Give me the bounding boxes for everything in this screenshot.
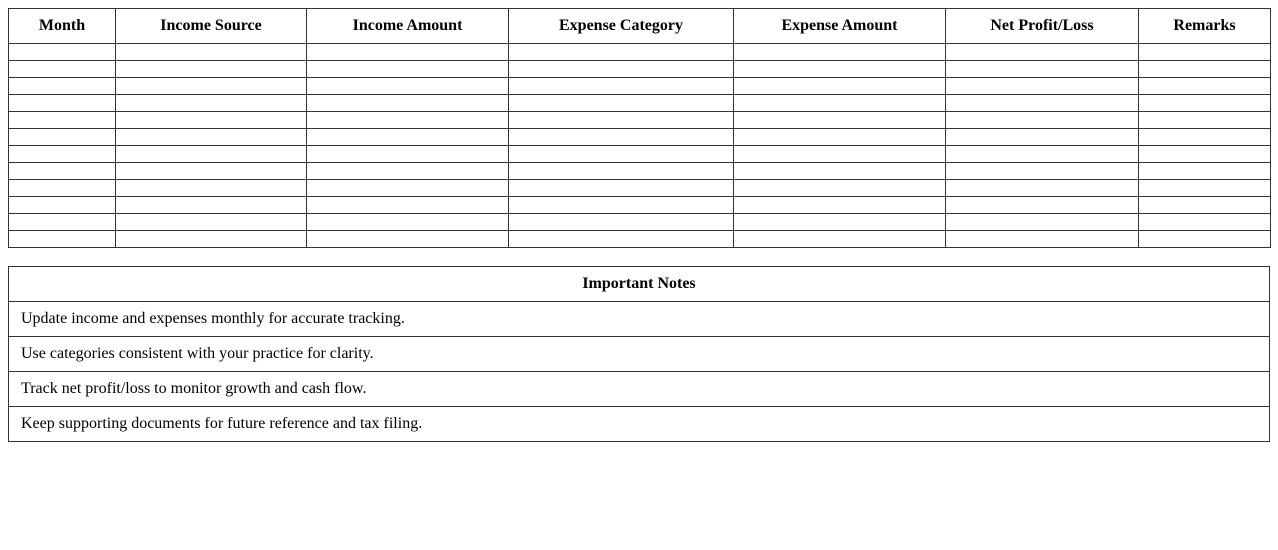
table-row <box>9 146 1271 163</box>
cell-income-amount[interactable] <box>307 78 509 95</box>
cell-income-source[interactable] <box>116 129 307 146</box>
cell-month[interactable] <box>9 78 116 95</box>
cell-remarks[interactable] <box>1139 231 1271 248</box>
cell-remarks[interactable] <box>1139 197 1271 214</box>
table-row <box>9 44 1271 61</box>
column-header-income-amount: Income Amount <box>307 9 509 44</box>
cell-expense-amount[interactable] <box>734 44 946 61</box>
cell-month[interactable] <box>9 129 116 146</box>
note-row <box>9 337 1270 372</box>
cell-net-profit-loss[interactable] <box>946 163 1139 180</box>
cell-expense-category[interactable] <box>509 231 734 248</box>
cell-expense-amount[interactable] <box>734 95 946 112</box>
cell-remarks[interactable] <box>1139 95 1271 112</box>
cell-remarks[interactable] <box>1139 44 1271 61</box>
table-row <box>9 214 1271 231</box>
cell-expense-category[interactable] <box>509 129 734 146</box>
column-header-expense-category: Expense Category <box>509 9 734 44</box>
cell-income-amount[interactable] <box>307 44 509 61</box>
table-body <box>9 44 1271 248</box>
cell-income-amount[interactable] <box>307 197 509 214</box>
table-header-row <box>9 9 1271 44</box>
cell-income-amount[interactable] <box>307 61 509 78</box>
cell-expense-amount[interactable] <box>734 197 946 214</box>
cell-income-source[interactable] <box>116 180 307 197</box>
cell-expense-amount[interactable] <box>734 129 946 146</box>
cell-expense-category[interactable] <box>509 197 734 214</box>
cell-income-source[interactable] <box>116 44 307 61</box>
table-row <box>9 180 1271 197</box>
notes-header-row <box>9 267 1270 302</box>
cell-net-profit-loss[interactable] <box>946 146 1139 163</box>
cell-expense-amount[interactable] <box>734 112 946 129</box>
cell-expense-amount[interactable] <box>734 180 946 197</box>
column-header-expense-amount: Expense Amount <box>734 9 946 44</box>
cell-remarks[interactable] <box>1139 180 1271 197</box>
cell-month[interactable] <box>9 197 116 214</box>
column-header-income-source: Income Source <box>116 9 307 44</box>
cell-month[interactable] <box>9 214 116 231</box>
cell-month[interactable] <box>9 44 116 61</box>
cell-expense-category[interactable] <box>509 61 734 78</box>
cell-remarks[interactable] <box>1139 61 1271 78</box>
cell-expense-amount[interactable] <box>734 163 946 180</box>
cell-income-amount[interactable] <box>307 163 509 180</box>
table-row <box>9 112 1271 129</box>
cell-net-profit-loss[interactable] <box>946 112 1139 129</box>
cell-expense-category[interactable] <box>509 180 734 197</box>
cell-income-amount[interactable] <box>307 231 509 248</box>
income-expense-table <box>8 8 1271 248</box>
cell-net-profit-loss[interactable] <box>946 231 1139 248</box>
cell-remarks[interactable] <box>1139 163 1271 180</box>
cell-expense-category[interactable] <box>509 95 734 112</box>
cell-net-profit-loss[interactable] <box>946 78 1139 95</box>
cell-month[interactable] <box>9 163 116 180</box>
cell-net-profit-loss[interactable] <box>946 129 1139 146</box>
notes-title: Important Notes <box>9 267 1270 302</box>
important-notes-table <box>8 266 1270 442</box>
cell-expense-amount[interactable] <box>734 78 946 95</box>
cell-expense-amount[interactable] <box>734 146 946 163</box>
table-row <box>9 163 1271 180</box>
table-row <box>9 61 1271 78</box>
cell-remarks[interactable] <box>1139 146 1271 163</box>
column-header-net-profit-loss: Net Profit/Loss <box>946 9 1139 44</box>
cell-expense-amount[interactable] <box>734 61 946 78</box>
cell-remarks[interactable] <box>1139 129 1271 146</box>
cell-expense-amount[interactable] <box>734 214 946 231</box>
cell-income-source[interactable] <box>116 61 307 78</box>
cell-income-source[interactable] <box>116 146 307 163</box>
note-row <box>9 407 1270 442</box>
table-row <box>9 231 1271 248</box>
page-content <box>8 8 1270 442</box>
cell-net-profit-loss[interactable] <box>946 61 1139 78</box>
cell-expense-category[interactable] <box>509 112 734 129</box>
cell-month[interactable] <box>9 180 116 197</box>
table-row <box>9 78 1271 95</box>
cell-expense-amount[interactable] <box>734 231 946 248</box>
cell-income-amount[interactable] <box>307 214 509 231</box>
cell-net-profit-loss[interactable] <box>946 44 1139 61</box>
note-row <box>9 302 1270 337</box>
cell-income-source[interactable] <box>116 78 307 95</box>
column-header-month: Month <box>9 9 116 44</box>
cell-income-source[interactable] <box>116 95 307 112</box>
cell-expense-category[interactable] <box>509 163 734 180</box>
cell-income-source[interactable] <box>116 163 307 180</box>
cell-remarks[interactable] <box>1139 78 1271 95</box>
cell-expense-category[interactable] <box>509 78 734 95</box>
cell-income-source[interactable] <box>116 197 307 214</box>
note-item: Keep supporting documents for future reference and tax filing. <box>9 407 1270 442</box>
cell-net-profit-loss[interactable] <box>946 95 1139 112</box>
cell-net-profit-loss[interactable] <box>946 214 1139 231</box>
cell-remarks[interactable] <box>1139 214 1271 231</box>
table-row <box>9 197 1271 214</box>
cell-income-amount[interactable] <box>307 180 509 197</box>
note-item: Use categories consistent with your practice for clarity. <box>9 337 1270 372</box>
cell-income-source[interactable] <box>116 231 307 248</box>
cell-income-amount[interactable] <box>307 146 509 163</box>
cell-remarks[interactable] <box>1139 112 1271 129</box>
cell-expense-category[interactable] <box>509 44 734 61</box>
cell-month[interactable] <box>9 112 116 129</box>
column-header-remarks: Remarks <box>1139 9 1271 44</box>
table-row <box>9 129 1271 146</box>
cell-income-amount[interactable] <box>307 95 509 112</box>
cell-expense-category[interactable] <box>509 146 734 163</box>
cell-net-profit-loss[interactable] <box>946 197 1139 214</box>
cell-month[interactable] <box>9 231 116 248</box>
cell-income-source[interactable] <box>116 214 307 231</box>
cell-income-amount[interactable] <box>307 129 509 146</box>
cell-income-amount[interactable] <box>307 112 509 129</box>
cell-expense-category[interactable] <box>509 214 734 231</box>
note-item: Update income and expenses monthly for accurate tracking. <box>9 302 1270 337</box>
table-row <box>9 95 1271 112</box>
cell-income-source[interactable] <box>116 112 307 129</box>
cell-net-profit-loss[interactable] <box>946 180 1139 197</box>
cell-month[interactable] <box>9 146 116 163</box>
note-item: Track net profit/loss to monitor growth and cash flow. <box>9 372 1270 407</box>
cell-month[interactable] <box>9 95 116 112</box>
cell-month[interactable] <box>9 61 116 78</box>
note-row <box>9 372 1270 407</box>
